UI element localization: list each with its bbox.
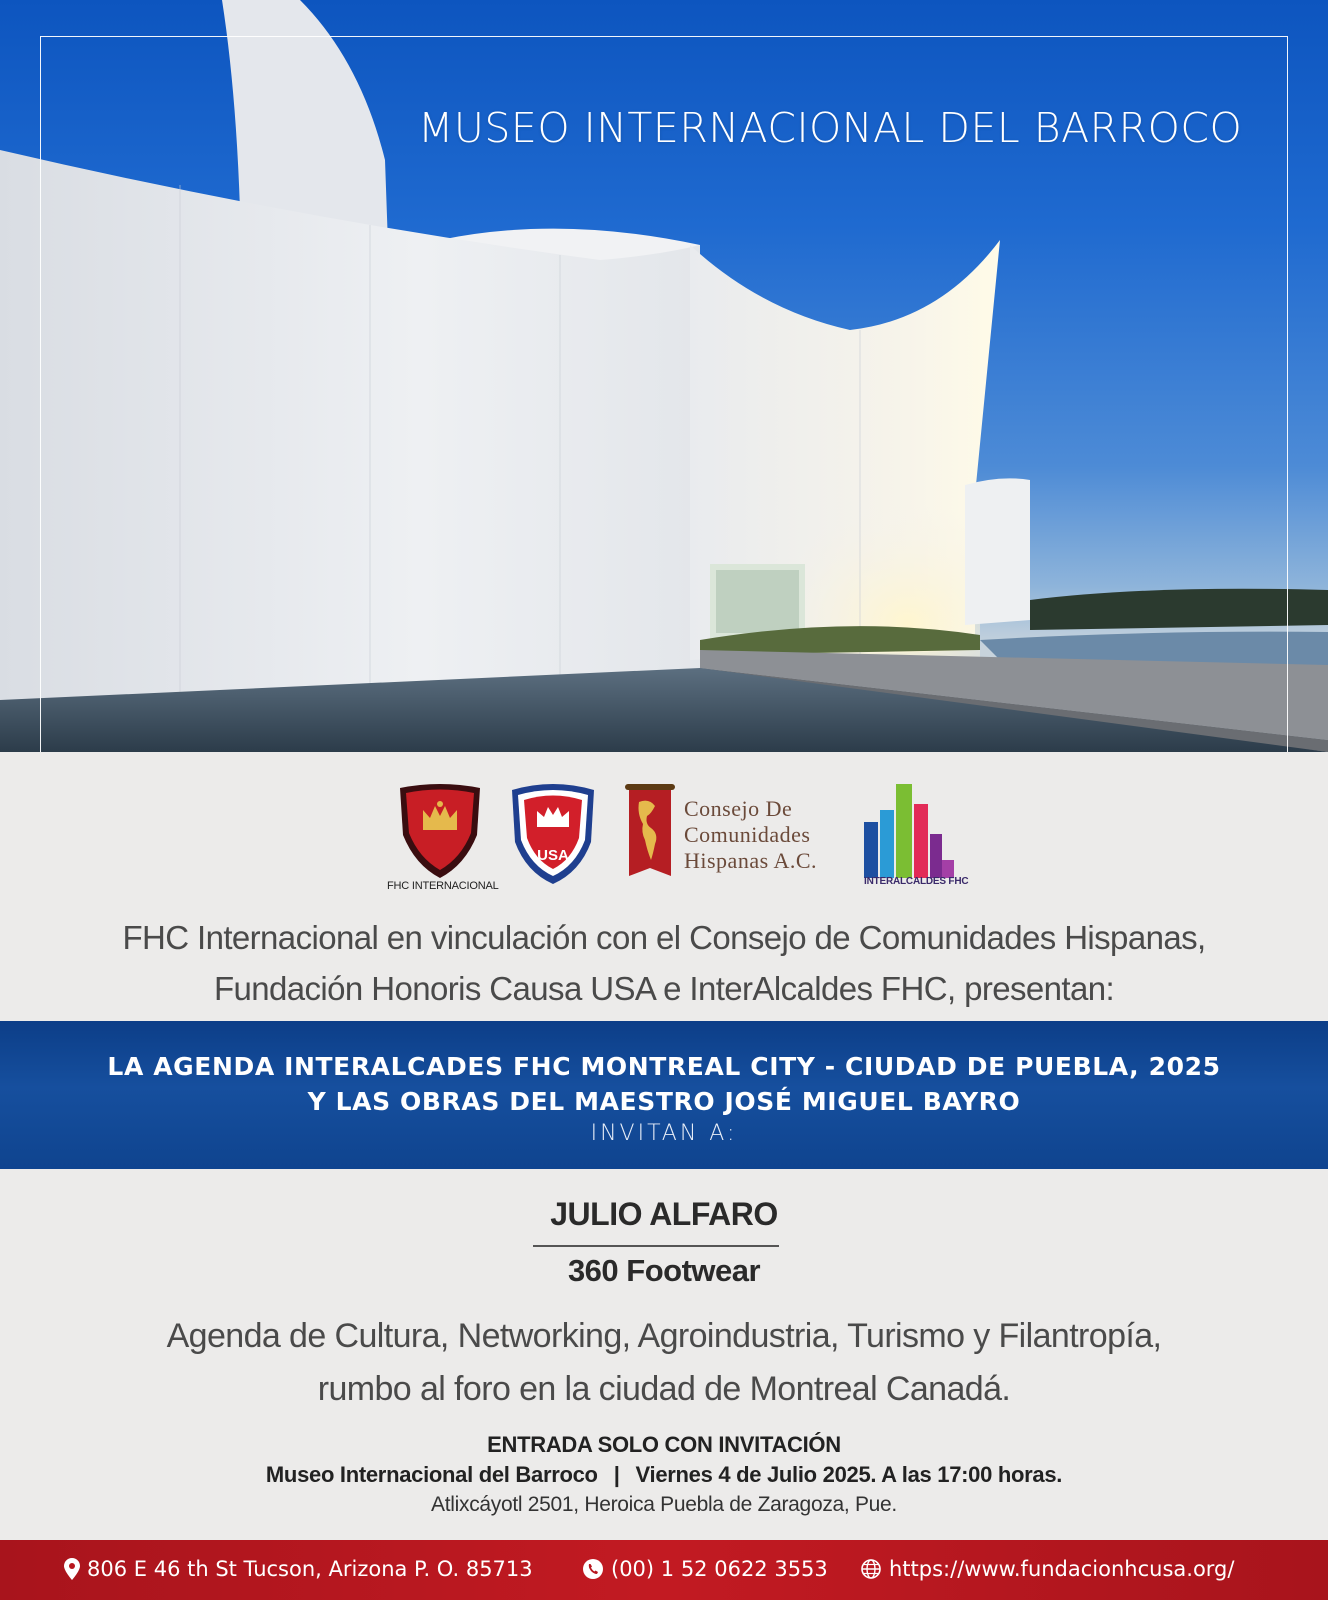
whatsapp-icon xyxy=(582,1558,604,1580)
entry-notice: ENTRADA SOLO CON INVITACIÓN xyxy=(487,1432,841,1457)
americas-banner-icon xyxy=(625,780,675,886)
agenda-line-2: rumbo al foro en la ciudad de Montreal Canadá. xyxy=(317,1370,1011,1408)
fhc-internacional-logo xyxy=(387,780,499,892)
footer-website-link[interactable]: https://www.fundacionhcusa.org/ xyxy=(889,1557,1235,1581)
footer-phone-text: (00) 1 52 0622 3553 xyxy=(611,1557,828,1581)
shield-icon xyxy=(395,780,485,880)
footer-address xyxy=(64,1557,533,1581)
logo-row xyxy=(0,770,1328,902)
hero-image xyxy=(0,0,1328,752)
intro-line-2: Fundación Honoris Causa USA e InterAlcaldes FHC, presentan: xyxy=(213,970,1115,1007)
agenda-line-1: Agenda de Cultura, Networking, Agroindustria, Turismo y Filantropía, xyxy=(166,1317,1162,1355)
consejo-logo xyxy=(625,780,685,886)
footer-website[interactable] xyxy=(860,1557,1234,1581)
banner-invite: INVITAN A: xyxy=(590,1121,738,1146)
consejo-line-2: Comunidades xyxy=(684,822,811,847)
invitee-company: 360 Footwear xyxy=(567,1253,761,1288)
interalcaldes-caption: INTERALCALDES FHC xyxy=(864,876,969,887)
globe-icon xyxy=(860,1558,882,1580)
footer-address-text: 806 E 46 th St Tucson, Arizona P. O. 85713 xyxy=(87,1557,533,1581)
svg-text:USA: USA xyxy=(537,847,569,864)
event-banner xyxy=(0,1021,1328,1169)
consejo-wordmark xyxy=(684,796,817,874)
banner-line-2: Y LAS OBRAS DEL MAESTRO JOSÉ MIGUEL BAYRO xyxy=(307,1087,1021,1116)
footer-phone[interactable] xyxy=(582,1557,828,1581)
agenda-text xyxy=(0,1310,1328,1416)
venue-datetime xyxy=(0,1462,1328,1488)
consejo-line-1: Consejo De xyxy=(684,796,793,821)
contact-footer xyxy=(0,1540,1328,1600)
invitee-name: JULIO ALFARO xyxy=(550,1196,778,1232)
name-divider xyxy=(533,1245,779,1247)
event-datetime: Viernes 4 de Julio 2025. A las 17:00 horas. xyxy=(635,1462,1063,1487)
consejo-line-3: Hispanas A.C. xyxy=(684,848,817,873)
venue-address: Atlixcáyotl 2501, Heroica Puebla de Zaragoza, Pue. xyxy=(431,1493,897,1516)
fhc-internacional-caption: FHC INTERNACIONAL xyxy=(387,880,499,892)
venue-name: Museo Internacional del Barroco xyxy=(265,1462,598,1487)
venue-separator: | xyxy=(613,1462,620,1487)
banner-line-1: LA AGENDA INTERALCADES FHC MONTREAL CITY - CIUDAD DE PUEBLA, 2025 xyxy=(107,1052,1221,1081)
intro-text xyxy=(0,912,1328,1014)
intro-line-1: FHC Internacional en vinculación con el Consejo de Comunidades Hispanas, xyxy=(122,919,1206,956)
interalcaldes-logo xyxy=(862,782,969,888)
museum-title: MUSEO INTERNACIONAL DEL BARROCO xyxy=(418,104,1243,152)
map-pin-icon xyxy=(64,1558,80,1580)
fhc-usa-logo xyxy=(508,780,598,890)
usa-badge-icon xyxy=(508,780,598,886)
bar-buildings-icon xyxy=(862,782,956,878)
